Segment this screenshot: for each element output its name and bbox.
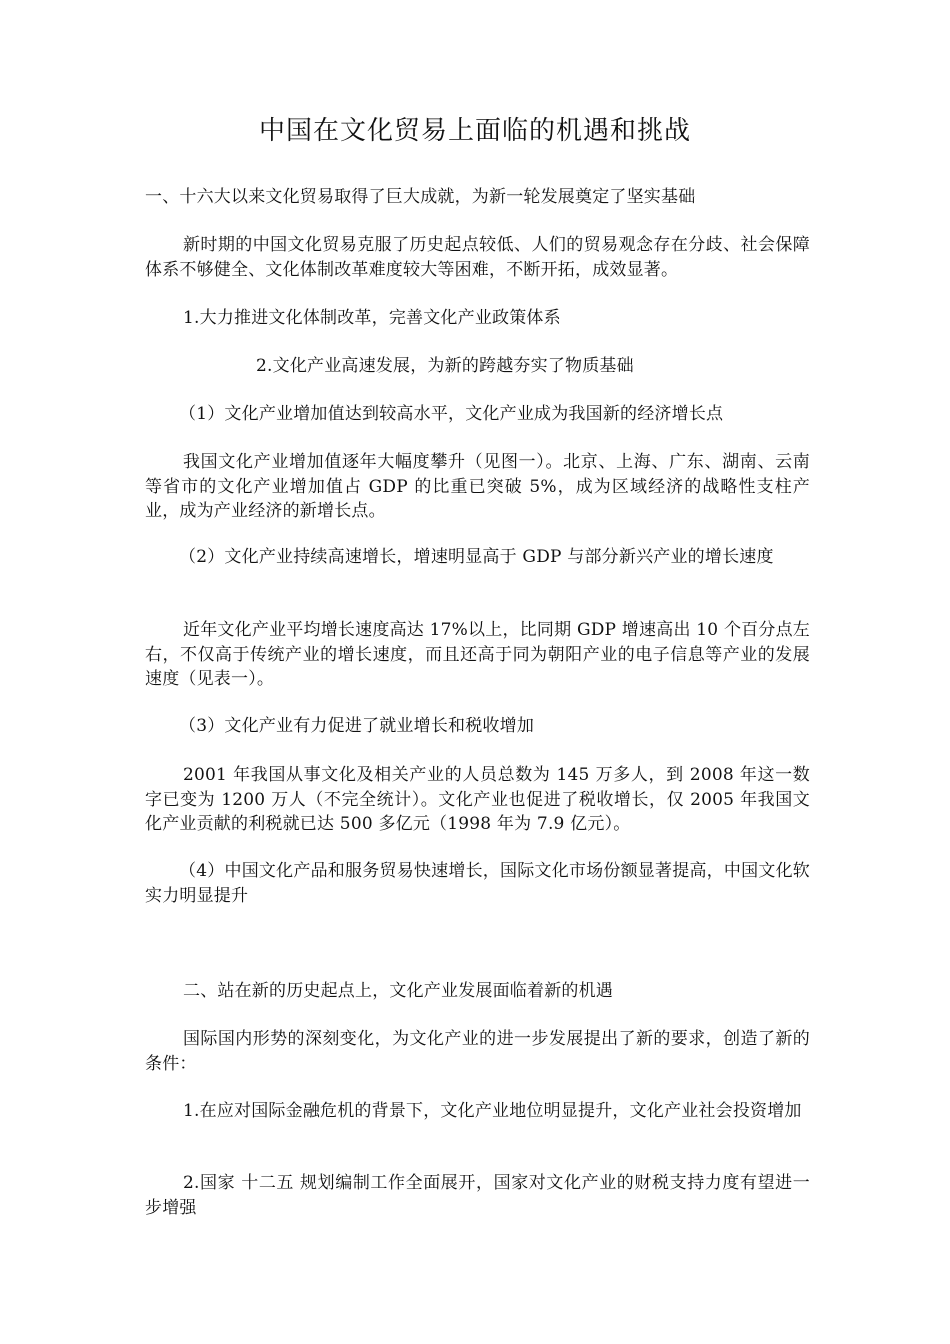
paragraph-conditions: 国际国内形势的深刻变化，为文化产业的进一步发展提出了新的要求，创造了新的条件： [145,1029,810,1074]
section-heading-2: 二、站在新的历史起点上，文化产业发展面临着新的机遇 [183,981,613,1001]
opportunity-item-2: 2.国家 十二五 规划编制工作全面展开，国家对文化产业的财税支持力度有望进一步增强 [145,1173,810,1218]
item-heading-4: （4）中国文化产品和服务贸易快速增长，国际文化市场份额显著提高，中国文化软实力明显提升 [145,861,810,906]
subheading-2: 2.文化产业高速发展，为新的跨越夯实了物质基础 [256,356,634,376]
subheading-1: 1.大力推进文化体制改革，完善文化产业政策体系 [183,308,561,328]
item-heading-1: （1）文化产业增加值达到较高水平，文化产业成为我国新的经济增长点 [179,404,724,424]
item-heading-2: （2）文化产业持续高速增长，增速明显高于 GDP 与部分新兴产业的增长速度 [179,547,774,567]
paragraph-intro: 新时期的中国文化贸易克服了历史起点较低、人们的贸易观念存在分歧、社会保障体系不够健全、文化体制改革难度较大等困难，不断开拓，成效显著。 [145,235,810,280]
paragraph-growth: 近年文化产业平均增长速度高达 17%以上，比同期 GDP 增速高出 10 个百分点左右，不仅高于传统产业的增长速度，而且还高于同为朝阳产业的电子信息等产业的发展速度（见表一）。 [145,620,810,689]
opportunity-item-1: 1.在应对国际金融危机的背景下，文化产业地位明显提升，文化产业社会投资增加 [183,1101,802,1121]
document-title: 中国在文化贸易上面临的机遇和挑战 [258,116,691,146]
item-heading-3: （3）文化产业有力促进了就业增长和税收增加 [179,716,535,736]
section-heading-1: 一、十六大以来文化贸易取得了巨大成就，为新一轮发展奠定了坚实基础 [145,187,696,207]
paragraph-added-value: 我国文化产业增加值逐年大幅度攀升（见图一）。北京、上海、广东、湖南、云南等省市的文化产业增加值占 GDP 的比重已突破 5%，成为区域经济的战略性支柱产业，成为产业经济的新增长点。 [145,452,810,521]
paragraph-employment: 2001 年我国从事文化及相关产业的人员总数为 145 万多人，到 2008 年这一数字已变为 1200 万人（不完全统计）。文化产业也促进了税收增长，仅 2005 年我国文化产业贡献的利税就已达 500 多亿元（1998 年为 7.9 亿元）。 [145,765,810,834]
